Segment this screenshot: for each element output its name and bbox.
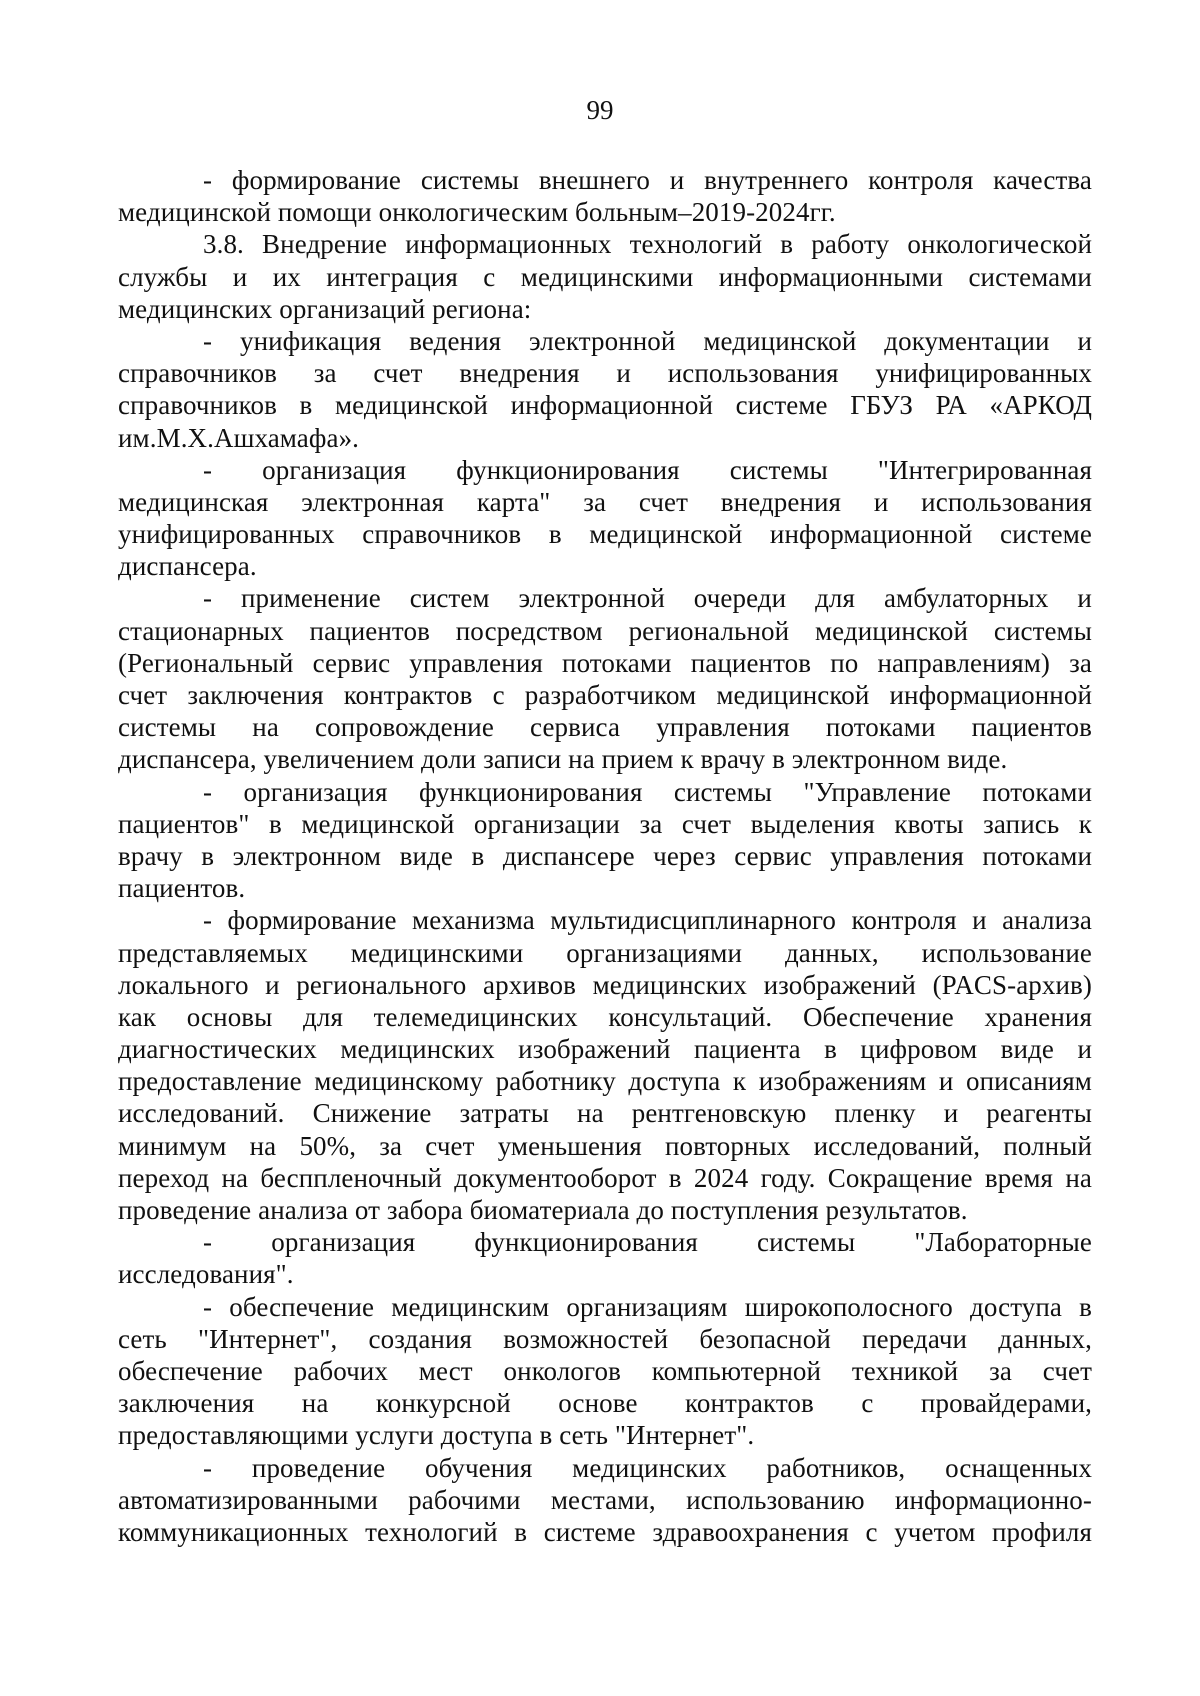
text-line: - формирование системы внешнего и внутреннего контроля качества [203, 165, 1092, 195]
text-line: диспансера, увеличением доли записи на прием к врачу в электронном виде. [118, 744, 1008, 775]
text-line: медицинской помощи онкологическим больным–2019-2024гг. [118, 197, 836, 228]
body-text [118, 164, 1092, 1548]
text-line: переход на бесппленочный документооборот в 2024 году. Сокращение время на [118, 1162, 1092, 1193]
text-line: медицинская электронная карта" за счет внедрения и использования [118, 486, 1092, 517]
text-line: - применение систем электронной очереди для амбулаторных и [203, 583, 1092, 614]
text-line: - проведение обучения медицинских работников, оснащенных [203, 1452, 1092, 1483]
text-line: унифицированных справочников в медицинской информационной системе [118, 519, 1092, 550]
text-line: справочников за счет внедрения и использования унифицированных [118, 358, 1092, 389]
text-line: как основы для телемедицинских консультаций. Обеспечение хранения [118, 1001, 1092, 1032]
text-line: коммуникационных технологий в системе здравоохранения с учетом профиля [118, 1516, 1092, 1547]
text-line: - унификация ведения электронной медицинской документации и [203, 325, 1092, 356]
text-line: исследований. Снижение затраты на рентгеновскую пленку и реагенты [118, 1098, 1092, 1129]
text-line: (Региональный сервис управления потоками пациентов по направлениям) за [118, 647, 1092, 678]
text-line: - формирование механизма мультидисциплинарного контроля и анализа [203, 905, 1092, 936]
text-line: - обеспечение медицинским организациям широкополосного доступа в [203, 1291, 1092, 1322]
text-line: счет заключения контрактов с разработчиком медицинской информационной [118, 680, 1092, 710]
text-line: диагностических медицинских изображений пациента в цифровом виде и [118, 1034, 1092, 1065]
text-line: - организация функционирования системы "Управление потоками [203, 776, 1092, 807]
text-line: 3.8. Внедрение информационных технологий в работу онкологической [203, 229, 1092, 260]
text-line: сеть "Интернет", создания возможностей безопасной передачи данных, [118, 1323, 1092, 1354]
text-line: проведение анализа от забора биоматериала до поступления результатов. [118, 1195, 968, 1225]
text-line: врачу в электронном виде в диспансере через сервис управления потоками [118, 840, 1092, 871]
text-line: им.М.Х.Ашхамафа». [118, 422, 360, 453]
text-line: представляемых медицинскими организациями данных, использование [118, 937, 1092, 968]
text-line: службы и их интеграция с медицинскими информационными системами [118, 261, 1092, 292]
text-line: заключения на конкурсной основе контрактов с провайдерами, [118, 1388, 1092, 1419]
text-line: обеспечение рабочих мест онкологов компьютерной техникой за счет [118, 1355, 1092, 1386]
text-line: предоставляющими услуги доступа в сеть "Интернет". [118, 1420, 755, 1451]
text-line: системы на сопровождение сервиса управления потоками пациентов [118, 712, 1092, 743]
text-line: стационарных пациентов посредством региональной медицинской системы [118, 615, 1092, 646]
text-line: автоматизированными рабочими местами, использованию информационно- [118, 1484, 1092, 1515]
text-line: справочников в медицинской информационной системе ГБУЗ РА «АРКОД [118, 390, 1092, 421]
text-line: - организация функционирования системы "Лабораторные [203, 1227, 1092, 1258]
text-line: - организация функционирования системы "Интегрированная [203, 454, 1092, 485]
text-line: пациентов. [118, 873, 246, 904]
text-line: минимум на 50%, за счет уменьшения повторных исследований, полный [118, 1130, 1092, 1161]
text-line: исследования". [118, 1259, 294, 1290]
page-number: 99 [586, 95, 614, 125]
text-line: локального и регионального архивов медицинских изображений (PACS-архив) [118, 969, 1092, 1000]
text-line: медицинских организаций региона: [118, 293, 532, 324]
text-line: диспансера. [118, 551, 257, 582]
text-line: предоставление медицинскому работнику доступа к изображениям и описаниям [118, 1066, 1092, 1097]
text-line: пациентов" в медицинской организации за счет выделения квоты запись к [118, 808, 1092, 839]
